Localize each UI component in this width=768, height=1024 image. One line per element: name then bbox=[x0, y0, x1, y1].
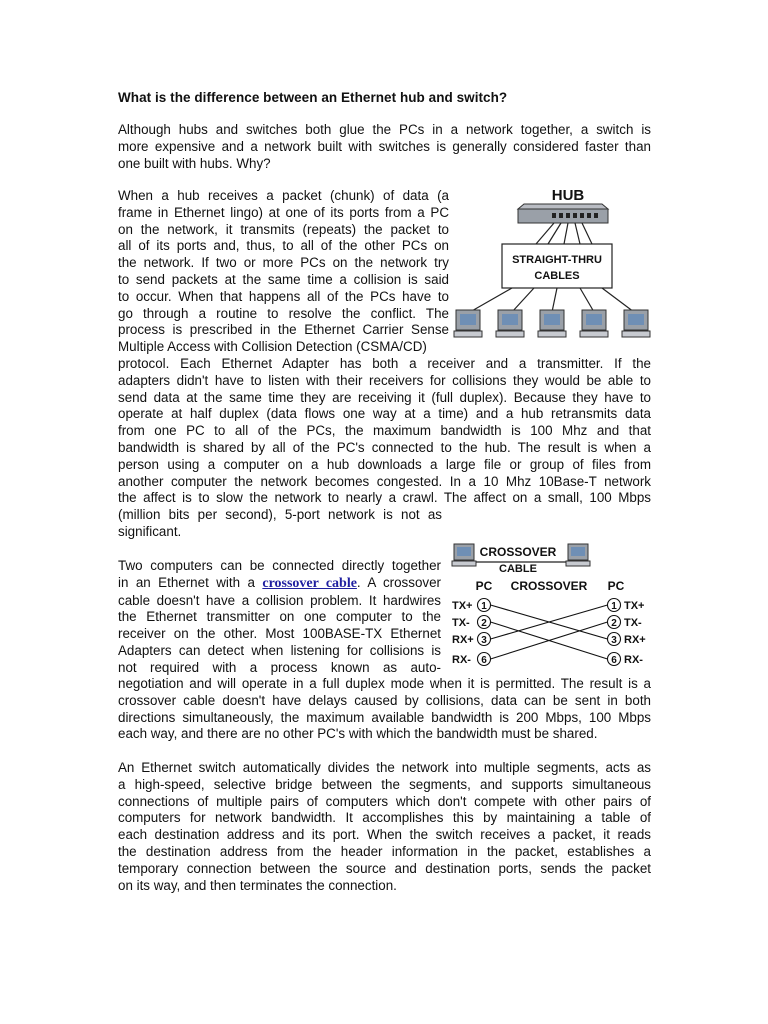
right-pin-label: RX+ bbox=[624, 634, 646, 646]
text-line: adapters didn't have to listen with their receivers for collisions they would be able to bbox=[118, 372, 651, 388]
text-line: Two computers can be connected directly together bbox=[118, 558, 441, 573]
text-line: the destination address from the header information in the packet, establishes a bbox=[118, 843, 651, 859]
text-line: to occur. When that happens all of the PCs have to bbox=[118, 288, 449, 304]
left-pin-number: 2 bbox=[481, 618, 487, 629]
text-line: protocol. Each Ethernet Adapter has both a receiver and a transmitter. If the bbox=[118, 356, 651, 371]
paragraph-crossover-wrap bbox=[118, 558, 441, 677]
right-pin-label: RX- bbox=[624, 654, 643, 666]
cables-label-line2: CABLES bbox=[534, 270, 580, 282]
text-line: one built with hubs. Why? bbox=[118, 155, 271, 171]
text-line: connections of multiple pairs of computers which don't compete with other pairs of bbox=[118, 793, 651, 809]
left-pin-number: 3 bbox=[481, 635, 487, 646]
right-pin-label: TX- bbox=[624, 617, 642, 629]
text-line: to send packets at the same time a collision is said bbox=[118, 271, 449, 287]
text-line: An Ethernet switch automatically divides the network into multiple segments, acts as bbox=[118, 760, 651, 775]
text-line-with-link bbox=[118, 575, 441, 593]
text-line: a high-speed, selective bridge between the segments, and supports simultaneous bbox=[118, 776, 651, 792]
right-pin-number: 1 bbox=[611, 601, 617, 612]
right-pin-number: 3 bbox=[611, 635, 617, 646]
text-line: each destination address and its port. When the switch receives a packet, it reads bbox=[118, 827, 651, 843]
text-line: Although hubs and switches both glue the PCs in a network together, a switch is bbox=[118, 122, 651, 137]
text-line: the Ethernet transmitter on one computer to the bbox=[118, 609, 441, 625]
text-line: all of its ports and, thus, to all of the other PCs on bbox=[118, 238, 449, 254]
text-line: from one PC to all of the PCs, the maximum bandwidth is 100 Mhz and that bbox=[118, 423, 651, 439]
pc-icon bbox=[452, 544, 476, 566]
cables-label-line1: STRAIGHT-THRU bbox=[512, 254, 602, 266]
pc-icon bbox=[566, 544, 590, 566]
text-line: When a hub receives a packet (chunk) of data (a bbox=[118, 188, 449, 203]
text-line: computers for network bandwidth. It accomplishes this by maintaining a table of bbox=[118, 810, 651, 826]
paragraph-crossover bbox=[118, 676, 651, 743]
text-line: on its way, and then terminates the connection. bbox=[118, 877, 397, 893]
right-pin-label: TX+ bbox=[624, 600, 645, 612]
text-line: person using a computer on a hub downloads a large file or group of files from bbox=[118, 456, 651, 472]
text-line: negotiation and will operate in a full duplex mode when it is permitted. The result is a bbox=[118, 676, 651, 691]
text-line: Multiple Access with Collision Detection (CSMA/CD) bbox=[118, 339, 427, 355]
paragraph-hub-wrap bbox=[118, 188, 449, 356]
pc-icon bbox=[580, 310, 608, 337]
text-line: process is prescribed in the Ethernet Carrier Sense bbox=[118, 322, 449, 338]
pc-icon bbox=[538, 310, 566, 337]
hub-title: HUB bbox=[551, 187, 585, 204]
text-line: temporary connection between the source and destination ports, sends the packet bbox=[118, 860, 651, 876]
text-line: cable doesn't have a collision problem. It hardwires bbox=[118, 592, 441, 608]
hub-device-icon bbox=[518, 204, 608, 223]
text-line: the affect is to slow the network to nearly a crawl. The affect on a small, 100 Mbps bbox=[118, 490, 651, 506]
text-line: bandwidth is shared by all of the PC's connected to the hub. The result is when a bbox=[118, 439, 651, 455]
text-line: more expensive and a network built with switches is generally considered faster than bbox=[118, 138, 651, 154]
right-pin-number: 6 bbox=[611, 655, 617, 666]
paragraph-intro bbox=[118, 122, 651, 172]
pc-icon bbox=[454, 310, 482, 337]
text-line: go through a routine to resolve the conflict. The bbox=[118, 305, 449, 321]
text-segment: in an Ethernet with a bbox=[118, 574, 255, 590]
left-pin-label: TX- bbox=[452, 617, 470, 629]
left-pin-label: RX- bbox=[452, 654, 471, 666]
text-line: frame in Ethernet lingo) at one of its ports from a PC bbox=[118, 204, 449, 220]
paragraph-hub bbox=[118, 356, 651, 541]
pc-cables bbox=[470, 288, 634, 312]
pc-icon bbox=[622, 310, 650, 337]
crossover-diagram-svg bbox=[448, 540, 662, 674]
col-middle-header: CROSSOVER bbox=[510, 579, 588, 593]
text-segment: . A crossover bbox=[356, 574, 441, 590]
paragraph-switch bbox=[118, 760, 651, 894]
left-pin-label: RX+ bbox=[452, 634, 474, 646]
text-line: the network. If two or more PCs on the network try bbox=[118, 255, 449, 271]
hub-cables bbox=[536, 223, 592, 244]
col-right-header: PC bbox=[607, 579, 625, 593]
left-pin-number: 1 bbox=[481, 601, 487, 612]
banner-line1: CROSSOVER bbox=[479, 545, 557, 559]
crossover-diagram bbox=[448, 540, 662, 674]
text-line: send data at the same time they are receiving it (full duplex). Because they have to bbox=[118, 389, 651, 405]
text-line: each way, and there are no other PC's with which the bandwidth must be shared. bbox=[118, 726, 598, 742]
text-line: operate at half duplex (data flows one way at a time) and a hub retransmits data bbox=[118, 406, 651, 422]
text-line: Adapters can detect when listening for collisions is bbox=[118, 642, 441, 658]
page-title: What is the difference between an Ethernet hub and switch? bbox=[118, 90, 508, 105]
crossover-cable-link[interactable]: crossover cable bbox=[262, 575, 357, 591]
banner-line2: CABLE bbox=[499, 563, 537, 575]
text-line: (million bits per second), 5-port network is not as bbox=[118, 507, 442, 523]
left-pin-label: TX+ bbox=[452, 600, 473, 612]
hub-diagram bbox=[452, 182, 656, 344]
text-line: another computer the network becomes congested. In a 10 Mhz 10Base-T network bbox=[118, 473, 651, 489]
hub-diagram-svg bbox=[452, 182, 656, 344]
right-pin-number: 2 bbox=[611, 618, 617, 629]
pc-icon bbox=[496, 310, 524, 337]
left-pin-number: 6 bbox=[481, 655, 487, 666]
text-line: receiver on the other. Most 100BASE-TX Ethernet bbox=[118, 626, 441, 642]
col-left-header: PC bbox=[475, 579, 493, 593]
text-line: crossover cable doesn't have delays caused by collisions, data can be sent in both bbox=[118, 692, 651, 708]
text-line: on the network, it transmits (repeats) the packet to bbox=[118, 221, 449, 237]
text-line: directions simultaneously, the maximum available bandwidth is 200 Mbps, 100 Mbps bbox=[118, 709, 651, 725]
text-line: significant. bbox=[118, 523, 182, 539]
text-line: not required with a process known as auto- bbox=[118, 659, 441, 675]
